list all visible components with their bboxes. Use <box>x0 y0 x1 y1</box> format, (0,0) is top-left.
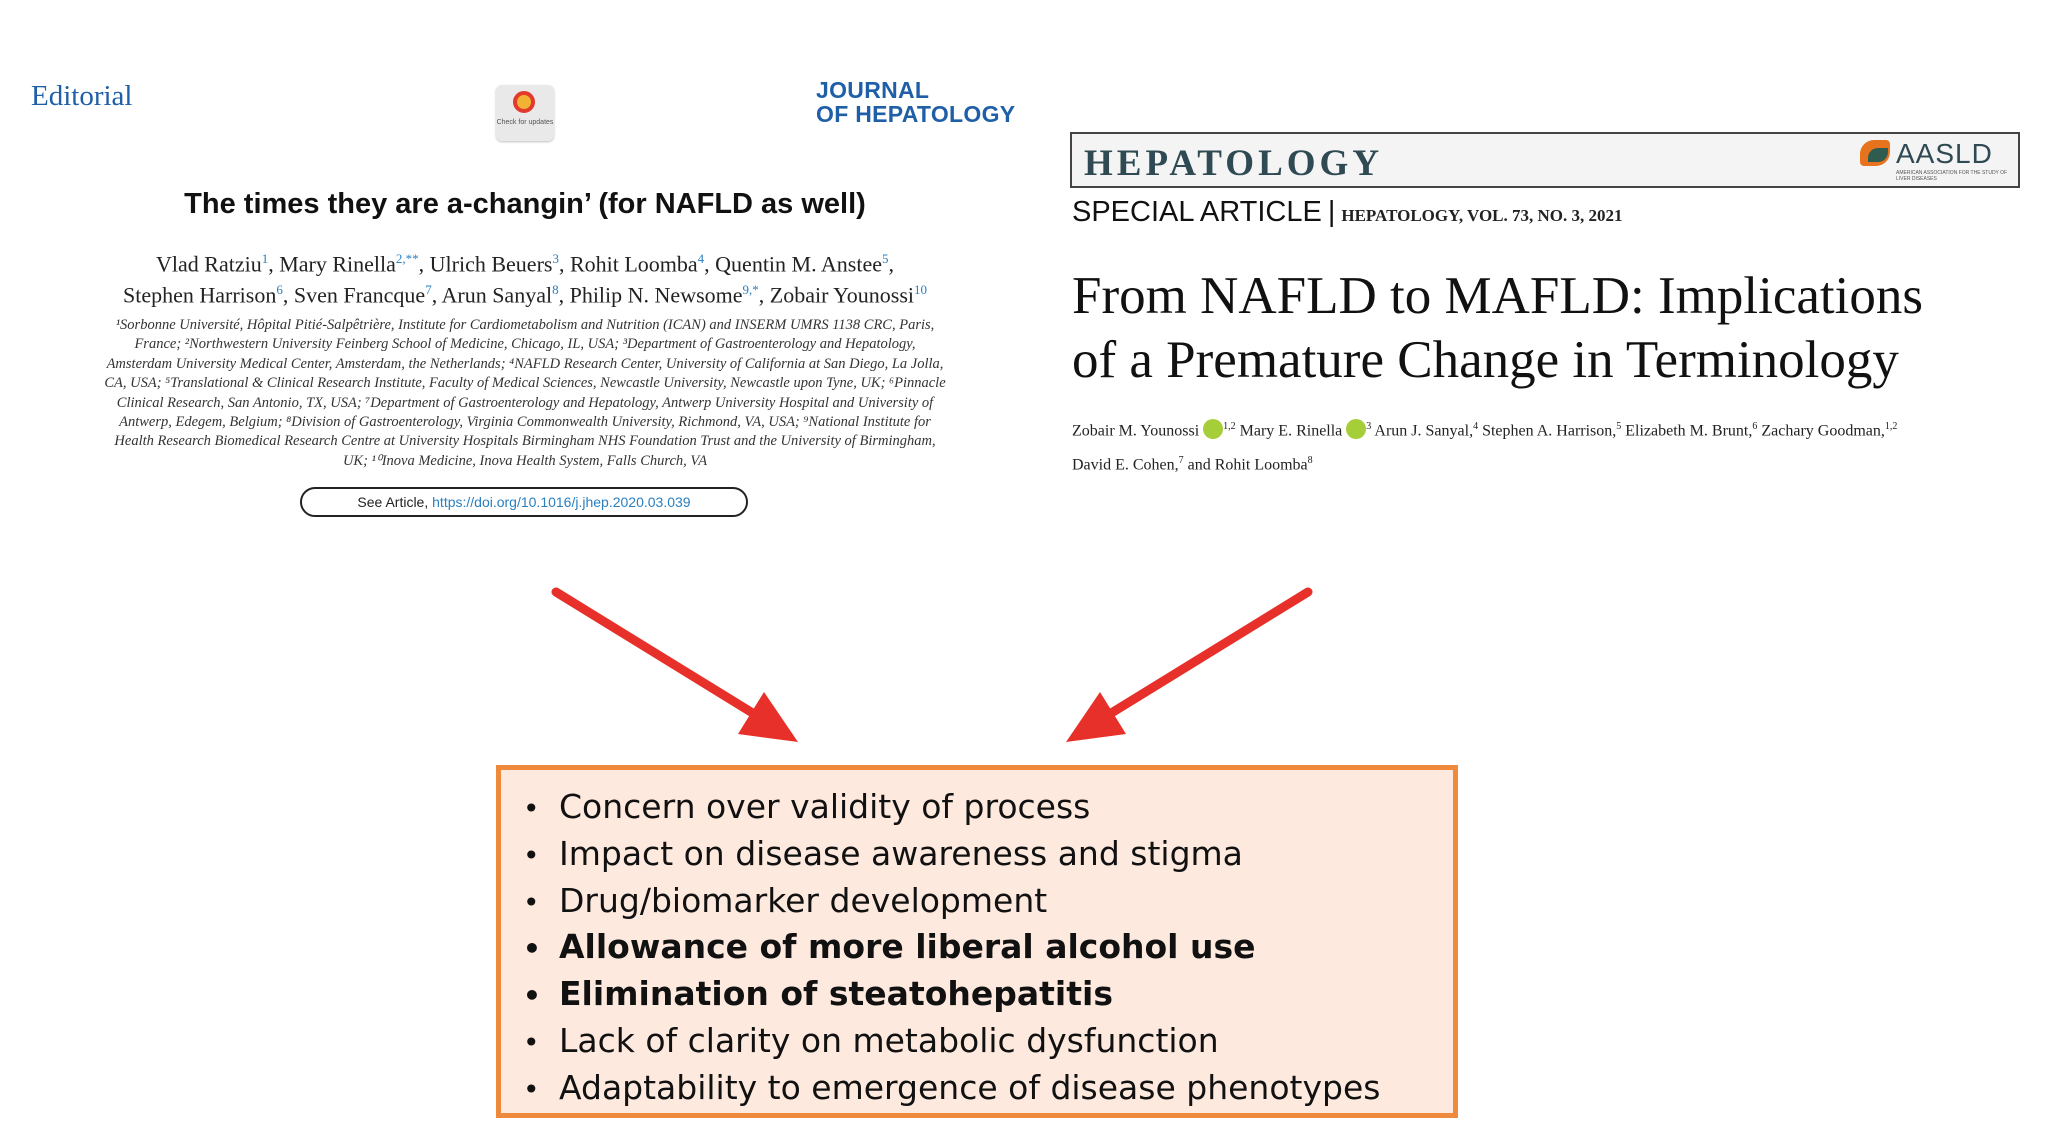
author-name: Stephen Harrison <box>122 282 277 308</box>
concern-text: Adaptability to emergence of disease phenotypes <box>559 1067 1381 1107</box>
author-name: Elizabeth M. Brunt, <box>1625 422 1753 440</box>
concern-item <box>523 784 1380 831</box>
author-name: Zobair Younossi <box>769 282 915 308</box>
author-name: Zobair M. Younossi <box>1072 422 1200 440</box>
author-name: Mary Rinella <box>279 251 396 277</box>
concern-text: Impact on disease awareness and stigma <box>559 833 1243 873</box>
aasld-wordmark: AASLD <box>1896 138 1993 169</box>
affiliation-line: ¹Sorbonne Université, Hôpital Pitié-Salpêtrière, Institute for Cardiometabolism and Nutrition (ICAN) and INSERM UMRS 1138 CRC, Paris, <box>115 317 935 333</box>
author-affil-sup: 1,2 <box>1884 421 1898 432</box>
author-name: Mary E. Rinella <box>1239 422 1343 440</box>
author-affil-sup: 2,** <box>395 251 419 266</box>
concern-item <box>523 924 1380 971</box>
concern-text: Allowance of more liberal alcohol use <box>559 927 1256 967</box>
bullet-icon: • <box>523 885 540 919</box>
author-name: Zachary Goodman, <box>1761 422 1885 440</box>
left-arrow-shaft <box>556 592 764 720</box>
right-arrow-shaft <box>1100 592 1308 720</box>
author-name: Ulrich Beuers <box>429 251 553 277</box>
author-affil-sup: 7 <box>425 282 432 298</box>
hepatology-wordmark: HEPATOLOGY <box>1084 143 1384 184</box>
author-affil-sup: 5 <box>1616 421 1622 432</box>
author-name: Arun Sanyal <box>441 282 553 308</box>
affiliation-line: UK; ¹⁰Inova Medicine, Inova Health System, Falls Church, VA <box>342 452 708 469</box>
author-affil-sup: 6 <box>1752 421 1758 432</box>
section-label: SPECIAL ARTICLE <box>1072 196 1322 228</box>
affiliation-line: Clinical Research, San Antonio, TX, USA; ⁷Department of Gastroenterology and Hepatology, Antwerp University Hospital and University of <box>116 394 934 411</box>
check-for-updates-text: Check for updates <box>496 119 554 126</box>
section-divider: | <box>1327 196 1336 228</box>
concern-text: Elimination of steatohepatitis <box>559 974 1113 1014</box>
author-affil-sup: 3 <box>1366 421 1372 432</box>
author-name: Vlad Ratziu <box>156 251 262 277</box>
editorial-label: Editorial <box>31 80 133 112</box>
author-name: Philip N. Newsome <box>569 282 743 308</box>
concern-item <box>523 971 1380 1018</box>
aasld-subtext: AMERICAN ASSOCIATION FOR THE STUDY OF LIVER DISEASES <box>1896 170 2008 182</box>
bullet-icon: • <box>523 1025 540 1059</box>
author-name: and Rohit Loomba <box>1187 456 1308 474</box>
concern-text: Lack of clarity on metabolic dysfunction <box>559 1020 1219 1060</box>
concern-item <box>523 1065 1380 1112</box>
right-arrowhead-icon <box>1066 692 1126 742</box>
concern-item <box>523 831 1380 878</box>
left-arrowhead-icon <box>738 692 798 742</box>
bullet-icon: • <box>523 1072 540 1106</box>
author-affil-sup: 5 <box>882 251 889 266</box>
journal-citation: HEPATOLOGY, VOL. 73, NO. 3, 2021 <box>1341 206 1623 225</box>
author-affil-sup: 3 <box>552 251 559 266</box>
author-name: Sven Francque <box>293 282 426 308</box>
doi-link[interactable]: https://doi.org/10.1016/j.jhep.2020.03.039 <box>432 494 691 510</box>
author-affil-sup: 6 <box>276 282 283 298</box>
concerns-list <box>523 784 1380 1112</box>
affiliation-line: Health Research Biomedical Research Centre at University Hospitals Birmingham NHS Foundation Trust and the University of Birmingham, <box>114 433 936 450</box>
concern-text: Drug/biomarker development <box>559 880 1048 920</box>
author-name: Arun J. Sanyal, <box>1374 422 1474 440</box>
editorial-authors: Vlad Ratziu$^1$, Mary Rinella$^{2,**}$, Ulrich Beuers$^3$, Rohit Loomba$^4$, Quentin M. Anstee$^5$, Stephen Harrison$^6$, Sven Francque$^7$, Arun Sanyal$^8$, Philip N. Newsome$^{9,*}$, Zobair Younossi$^{10}$ <box>122 251 928 308</box>
author-affil-sup: 4 <box>697 251 705 266</box>
concern-item <box>523 878 1380 925</box>
affiliation-line: Antwerp, Edegem, Belgium; ⁸Division of Gastroenterology, Virginia Commonwealth University, Richmond, VA, USA; ⁹National Institute for <box>119 414 931 431</box>
bullet-icon: • <box>523 979 541 1013</box>
journal-logo-line1: JOURNAL <box>816 77 930 103</box>
author-affil-sup: 7 <box>1178 455 1184 467</box>
author-affil-sup: 4 <box>1473 421 1479 432</box>
title-line-1: From NAFLD to MAFLD: Implications <box>1072 267 1923 325</box>
bullet-icon: • <box>523 932 541 966</box>
author-name: Rohit Loomba <box>569 251 698 277</box>
concern-item <box>523 1018 1380 1065</box>
bullet-icon: • <box>523 838 540 872</box>
author-affil-sup: 8 <box>552 282 559 298</box>
editorial-title: The times they are a-changin’ (for NAFLD as well) <box>184 188 866 220</box>
author-name: Quentin M. Anstee <box>715 251 882 277</box>
author-name: Stephen A. Harrison, <box>1482 422 1617 440</box>
affiliation-line: France; ²Northwestern University Feinberg School of Medicine, Chicago, IL, USA; ³Department of Gastroenterology and Hepatology, <box>134 336 916 353</box>
author-name: David E. Cohen, <box>1072 456 1179 474</box>
author-affil-sup: 8 <box>1307 455 1313 467</box>
concerns-box <box>496 765 1458 1118</box>
journal-logo-line2: OF HEPATOLOGY <box>816 101 1016 127</box>
concern-text: Concern over validity of process <box>559 787 1091 826</box>
affiliation-line: CA, USA; ⁵Translational & Clinical Research Institute, Faculty of Medical Sciences, Newcastle University, Newcastle upon Tyne, UK; ⁶Pinnacle <box>104 375 946 392</box>
author-affil-sup: 9,* <box>742 282 759 298</box>
author-affil-sup: 1 <box>261 251 269 266</box>
author-affil-sup: 1,2 <box>1223 421 1236 432</box>
see-article-label: See Article, <box>357 494 429 510</box>
title-line-2: of a Premature Change in Terminology <box>1072 331 1899 389</box>
author-affil-sup: 10 <box>914 282 928 298</box>
bullet-icon: • <box>523 792 540 825</box>
affiliation-line: Amsterdam University Medical Center, Amsterdam, the Netherlands; ⁴NAFLD Research Center, University of California at San Diego, La Jolla, <box>106 355 944 372</box>
